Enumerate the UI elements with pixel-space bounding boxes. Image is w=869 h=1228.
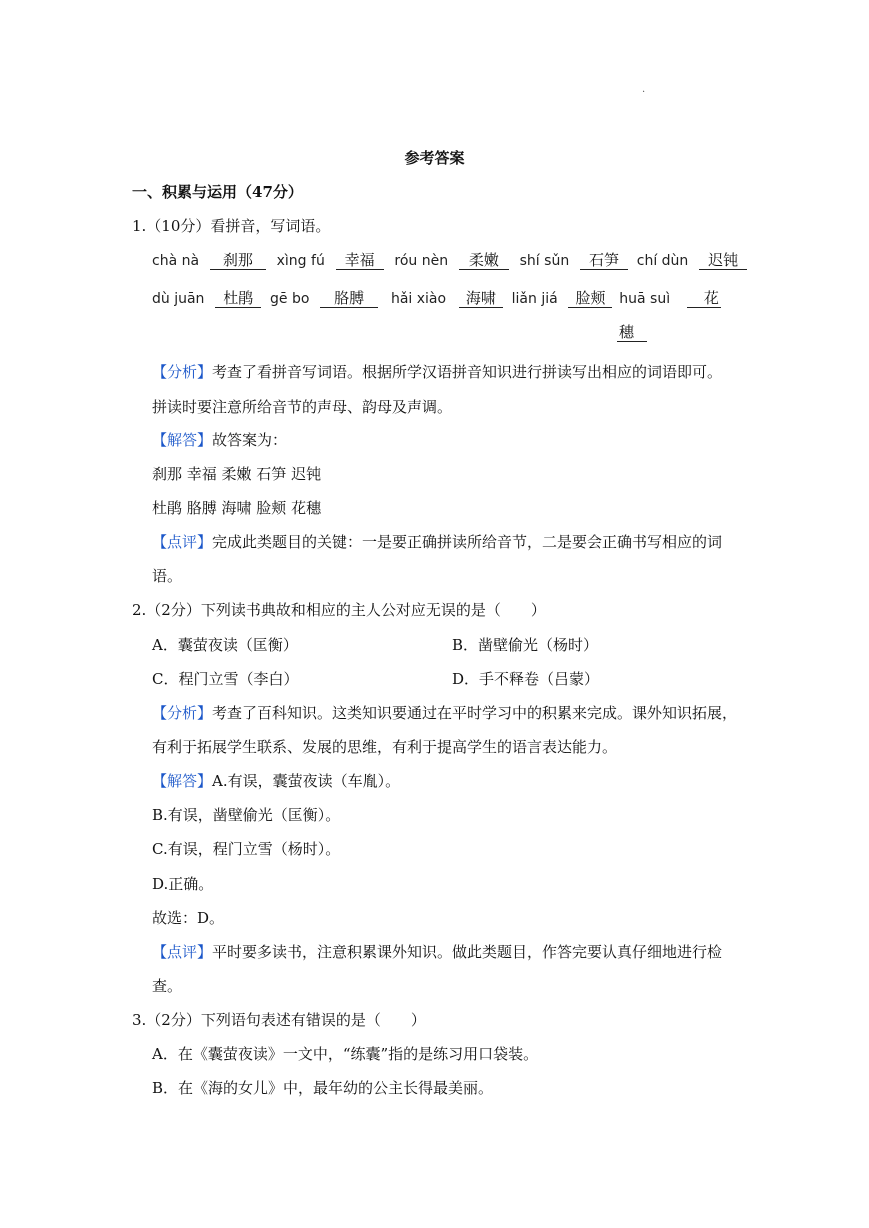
q2-analysis-cont: 有利于拓展学生联系、发展的思维，有利于提高学生的语言表达能力。: [152, 738, 618, 756]
q2-answer-c: C.有误，程门立雪（杨时）。: [152, 840, 341, 858]
pinyin-row-1: [152, 251, 747, 273]
pinyin: chí dùn: [636, 253, 689, 269]
analysis-tag: 【分析】: [152, 363, 213, 381]
q2-option-c: C．程门立雪（李白）: [152, 670, 299, 688]
answer-tag: 【解答】: [152, 772, 213, 790]
pinyin: gē bo: [270, 291, 310, 307]
answer-word: 刹那: [210, 251, 266, 270]
q2-option-b: B．凿壁偷光（杨时）: [452, 636, 599, 654]
answer-word-wrap: [617, 323, 647, 342]
answer-text: 故答案为：: [212, 431, 288, 449]
answer-word: 花: [687, 289, 721, 308]
pinyin: liǎn jiá: [511, 291, 558, 307]
comment-text: 平时要多读书，注意积累课外知识。做此类题目，作答完要认真仔细地进行检: [212, 943, 723, 961]
q2-answer: [152, 770, 400, 791]
comment-tag: 【点评】: [152, 943, 213, 961]
answer-word: 脸颊: [568, 289, 612, 308]
q3-stem: 3.（2分）下列语句表述有错误的是（ ）: [132, 1011, 426, 1029]
pinyin: hǎi xiào: [390, 291, 447, 307]
analysis-text: 考查了看拼音写词语。根据所学汉语拼音知识进行拼读写出相应的词语即可。: [212, 363, 723, 381]
comment-text: 完成此类题目的关键：一是要正确拼读所给音节，二是要会正确书写相应的词: [212, 533, 723, 551]
answer-word: 幸福: [336, 251, 384, 270]
answer-tag: 【解答】: [152, 431, 213, 449]
q1-answer: [152, 429, 287, 450]
q1-analysis: [152, 361, 722, 382]
pinyin: xìng fú: [276, 253, 325, 269]
answer-word: 柔嫩: [459, 251, 509, 270]
pinyin: róu nèn: [394, 253, 449, 269]
q2-comment-cont: 查。: [152, 977, 183, 995]
answer-text: A.有误，囊萤夜读（车胤）。: [212, 772, 401, 790]
q3-option-b: B．在《海的女儿》中，最年幼的公主长得最美丽。: [152, 1079, 494, 1097]
pinyin-row-2: [152, 289, 721, 311]
answer-word: 石笋: [580, 251, 628, 270]
q2-answer-b: B.有误，凿壁偷光（匡衡）。: [152, 806, 341, 824]
q2-option-d: D．手不释卷（吕蒙）: [452, 670, 600, 688]
q1-answer-line-1: 刹那 幸福 柔嫩 石笋 迟钝: [152, 465, 322, 483]
answer-word: 穗: [617, 323, 647, 342]
q2-stem: 2.（2分）下列读书典故和相应的主人公对应无误的是（ ）: [132, 601, 546, 619]
pinyin: chà nà: [152, 253, 200, 269]
header-mark: .: [642, 84, 646, 95]
page-title: 参考答案: [404, 149, 465, 167]
comment-tag: 【点评】: [152, 533, 213, 551]
pinyin: huā suì: [619, 291, 671, 307]
pinyin: shí sǔn: [519, 253, 570, 269]
answer-word: 杜鹃: [215, 289, 261, 308]
q1-stem: 1.（10分）看拼音，写词语。: [132, 217, 331, 235]
q1-analysis-cont: 拼读时要注意所给音节的声母、韵母及声调。: [152, 398, 453, 416]
q1-comment: [152, 531, 722, 552]
q2-answer-d: D.正确。: [152, 875, 214, 893]
q3-option-a: A．在《囊萤夜读》一文中，“练囊”指的是练习用口袋装。: [152, 1045, 539, 1063]
analysis-tag: 【分析】: [152, 704, 213, 722]
q2-analysis: [152, 702, 737, 723]
q2-option-a: A．囊萤夜读（匡衡）: [152, 636, 298, 654]
q1-comment-cont: 语。: [152, 567, 183, 585]
analysis-text: 考查了百科知识。这类知识要通过在平时学习中的积累来完成。课外知识拓展，: [212, 704, 738, 722]
q2-answer-final: 故选：D。: [152, 909, 225, 927]
pinyin: dù juān: [152, 291, 205, 307]
q2-comment: [152, 941, 722, 962]
answer-word: 迟钝: [699, 251, 747, 270]
answer-word: 海啸: [459, 289, 503, 308]
section-heading: 一、积累与运用（47分）: [132, 183, 303, 201]
answer-word: 胳膊: [320, 289, 378, 308]
q1-answer-line-2: 杜鹃 胳膊 海啸 脸颊 花穗: [152, 499, 322, 517]
